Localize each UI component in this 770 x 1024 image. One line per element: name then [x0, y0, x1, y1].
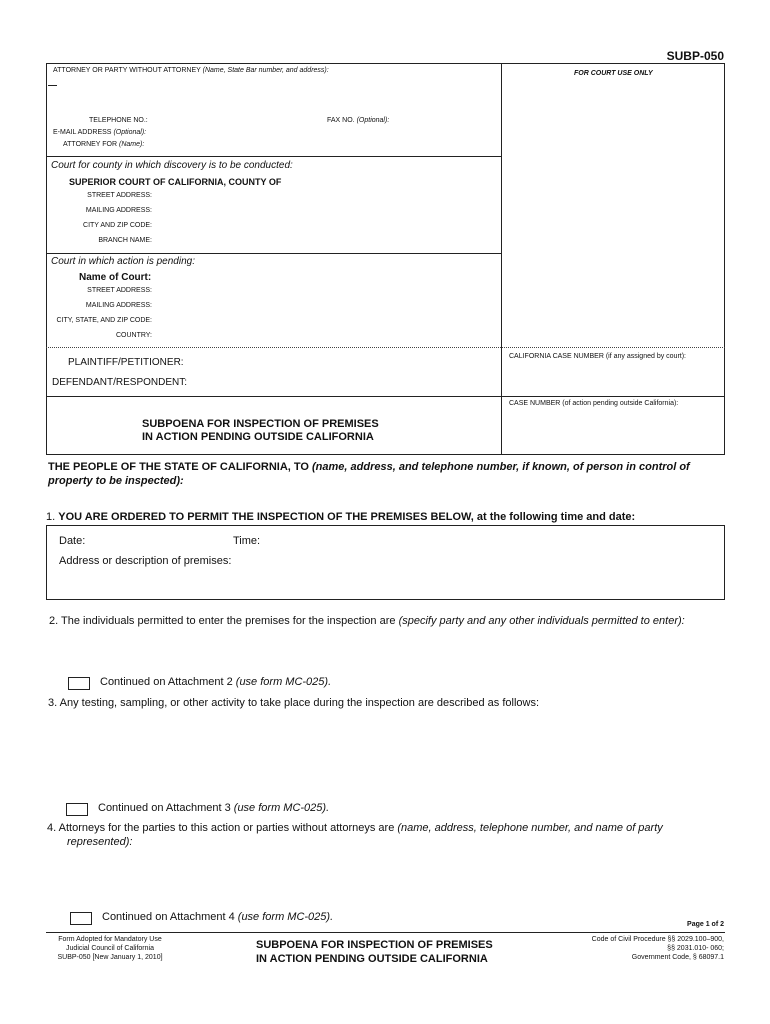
item1-line — [46, 511, 635, 523]
attorney-label — [53, 67, 329, 74]
item4-line — [47, 822, 663, 834]
people-lead: THE PEOPLE OF THE STATE OF CALIFORNIA, TO — [48, 461, 309, 473]
pending-court-name: Name of Court: — [79, 272, 152, 283]
divider-attorney — [46, 156, 501, 157]
item4-number: 4. — [47, 822, 57, 834]
email-label-hint: (Optional): — [113, 129, 147, 136]
form-id: SUBP-050 — [666, 49, 724, 63]
people-line1 — [48, 461, 690, 473]
discovery-mailing-label[interactable]: MAILING ADDRESS: — [85, 207, 152, 214]
attorney-for-text: ATTORNEY FOR — [63, 141, 118, 148]
ca-case-number-label[interactable]: CALIFORNIA CASE NUMBER (if any assigned by court): — [509, 353, 686, 360]
footer-code-line3: Government Code, § 68097.1 — [631, 954, 724, 961]
attachment4-checkbox[interactable] — [70, 912, 92, 925]
case-number-outside-label[interactable]: CASE NUMBER (of action pending outside California): — [509, 400, 679, 407]
attachment2-text: Continued on Attachment 2 — [100, 676, 233, 688]
defendant-label[interactable]: DEFENDANT/RESPONDENT: — [52, 377, 188, 388]
attorney-for-hint: (Name): — [119, 141, 145, 148]
footer-code-line2: §§ 2031.010- 060; — [667, 945, 724, 952]
item3-line — [48, 697, 539, 709]
item2-hint: (specify party and any other individuals permitted to enter): — [398, 615, 685, 627]
item4-text: Attorneys for the parties to this action or parties without attorneys are — [58, 822, 395, 834]
item4-hint1: (name, address, telephone number, and name of party — [397, 822, 663, 834]
attorney-dash — [48, 85, 57, 86]
footer-title-line1: SUBPOENA FOR INSPECTION OF PREMISES — [256, 939, 493, 951]
date-label[interactable]: Date: — [59, 535, 86, 547]
telephone-label[interactable]: TELEPHONE NO.: — [89, 117, 148, 124]
email-label-text: E-MAIL ADDRESS — [53, 129, 112, 136]
people-line2: property to be inspected): — [48, 475, 184, 487]
footer-adopted-line2: Judicial Council of California — [66, 945, 154, 952]
footer-code-line1: Code of Civil Procedure §§ 2029.100–900, — [591, 936, 724, 943]
item2-line — [49, 615, 685, 627]
attachment3-hint: (use form MC-025). — [233, 802, 330, 814]
item4-hint2: represented): — [67, 836, 133, 848]
attorney-for-label[interactable] — [63, 141, 144, 148]
premises-address-label[interactable]: Address or description of premises: — [59, 555, 232, 567]
title-divider — [501, 396, 502, 455]
title-line2: IN ACTION PENDING OUTSIDE CALIFORNIA — [142, 431, 374, 443]
item2-text: The individuals permitted to enter the premises for the inspection are — [61, 615, 396, 627]
attachment3-checkbox[interactable] — [66, 803, 88, 816]
footer-code — [592, 935, 724, 962]
title-line1: SUBPOENA FOR INSPECTION OF PREMISES — [142, 418, 379, 430]
email-label[interactable] — [53, 129, 146, 136]
divider-pending — [46, 347, 725, 348]
attachment4-hint: (use form MC-025). — [237, 911, 334, 923]
discovery-branch-label[interactable]: BRANCH NAME: — [98, 237, 152, 244]
pending-country-label[interactable]: COUNTRY: — [115, 332, 152, 339]
attachment4-text: Continued on Attachment 4 — [102, 911, 235, 923]
pending-city-label[interactable]: CITY, STATE, AND ZIP CODE: — [56, 317, 152, 324]
pending-court-heading: Court in which action is pending: — [51, 256, 195, 267]
fax-label[interactable] — [327, 117, 389, 124]
attachment3-label — [98, 802, 329, 814]
time-label[interactable]: Time: — [233, 535, 261, 547]
fax-label-hint: (Optional): — [356, 117, 390, 124]
discovery-city-label[interactable]: CITY AND ZIP CODE: — [83, 222, 152, 229]
discovery-court-heading: Court for county in which discovery is to be conducted: — [51, 160, 293, 171]
pending-mailing-label[interactable]: MAILING ADDRESS: — [85, 302, 152, 309]
attachment2-checkbox[interactable] — [68, 677, 90, 690]
fax-label-text: FAX NO. — [327, 117, 355, 124]
footer-adopted — [46, 935, 174, 962]
footer-adopted-line3: SUBP-050 [New January 1, 2010] — [57, 954, 163, 961]
page-number: Page 1 of 2 — [687, 921, 724, 928]
plaintiff-label[interactable]: PLAINTIFF/PETITIONER: — [68, 357, 184, 368]
footer-rule — [46, 932, 725, 933]
item1-number: 1. — [46, 511, 56, 523]
discovery-street-label[interactable]: STREET ADDRESS: — [87, 192, 152, 199]
pending-street-label[interactable]: STREET ADDRESS: — [87, 287, 152, 294]
discovery-court-name: SUPERIOR COURT OF CALIFORNIA, COUNTY OF — [69, 177, 282, 187]
item2-number: 2. — [49, 615, 59, 627]
footer-adopted-line1: Form Adopted for Mandatory Use — [58, 936, 162, 943]
item1-text: YOU ARE ORDERED TO PERMIT THE INSPECTION OF THE PREMISES BELOW, at the following time and date: — [58, 511, 636, 523]
attachment4-label — [102, 911, 333, 923]
people-rest1: (name, address, and telephone number, if known, of person in control of — [312, 461, 690, 473]
footer-title-line2: IN ACTION PENDING OUTSIDE CALIFORNIA — [256, 953, 488, 965]
item3-number: 3. — [48, 697, 58, 709]
attachment2-hint: (use form MC-025). — [235, 676, 332, 688]
attachment3-text: Continued on Attachment 3 — [98, 802, 231, 814]
attorney-label-hint: (Name, State Bar number, and address): — [202, 67, 329, 74]
item3-text: Any testing, sampling, or other activity to take place during the inspection are described as follows: — [59, 697, 540, 709]
attorney-label-text: ATTORNEY OR PARTY WITHOUT ATTORNEY — [53, 67, 201, 74]
divider-discovery — [46, 253, 501, 254]
court-use-label: FOR COURT USE ONLY — [574, 70, 653, 77]
attachment2-label — [100, 676, 331, 688]
